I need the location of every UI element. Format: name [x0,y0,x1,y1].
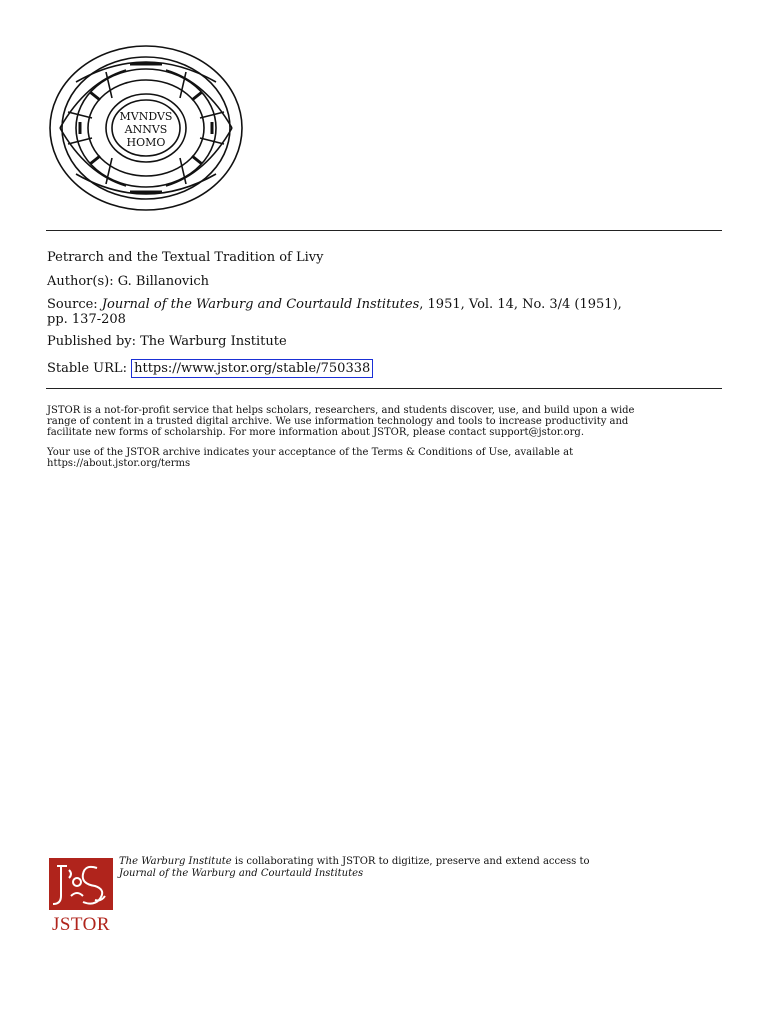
bottom-divider [46,388,722,389]
jstor-emblem-icon [47,856,115,912]
collab-journal: Journal of the Warburg and Courtauld Institutes [119,868,364,879]
terms-link[interactable]: https://about.jstor.org/terms [47,458,191,469]
jstor-logo [47,856,115,936]
published-label: Published by: [47,334,136,349]
author-name: G. Billanovich [117,274,210,289]
source-details-1: , 1951, Vol. 14, No. 3/4 (1951), [419,297,622,312]
stable-url-row [47,361,727,376]
author-label: Author(s): [47,274,114,289]
notice-line: range of content in a trusted digital archive. We use information technology and tools to increase productivity and [47,416,629,427]
notice-line: facilitate new forms of scholarship. For more information about JSTOR, please contact support@jstor.org. [47,427,584,438]
collaboration-statement [119,856,719,880]
collab-institution: The Warburg Institute [119,856,232,867]
article-author [47,274,727,289]
collab-text: is collaborating with JSTOR to digitize, preserve and extend access to [231,856,590,867]
journal-wheel-logo [46,42,246,214]
article-title: Petrarch and the Textual Tradition of Livy [47,250,324,265]
source-label: Source: [47,297,98,312]
jstor-notice [47,405,719,438]
article-source [47,297,727,327]
jstor-wordmark: JSTOR [51,914,111,935]
notice-line: JSTOR is a not-for-profit service that helps scholars, researchers, and students discover, use, and build upon a wide [47,405,635,416]
wheel-line-3: HOMO [126,136,166,149]
source-details-2: pp. 137-208 [47,312,126,327]
top-divider [46,230,722,231]
stable-url-label: Stable URL: [47,361,127,376]
wheel-line-1: MVNDVS [119,110,173,123]
article-publisher [47,334,727,349]
notice-line: Your use of the JSTOR archive indicates your acceptance of the Terms & Conditions of Use, available at [47,447,574,458]
source-journal: Journal of the Warburg and Courtauld Institutes [101,297,420,312]
wheel-line-2: ANNVS [124,123,168,136]
terms-notice [47,447,719,469]
stable-url-link[interactable]: https://www.jstor.org/stable/750338 [131,359,373,378]
publisher-name: The Warburg Institute [140,334,287,349]
